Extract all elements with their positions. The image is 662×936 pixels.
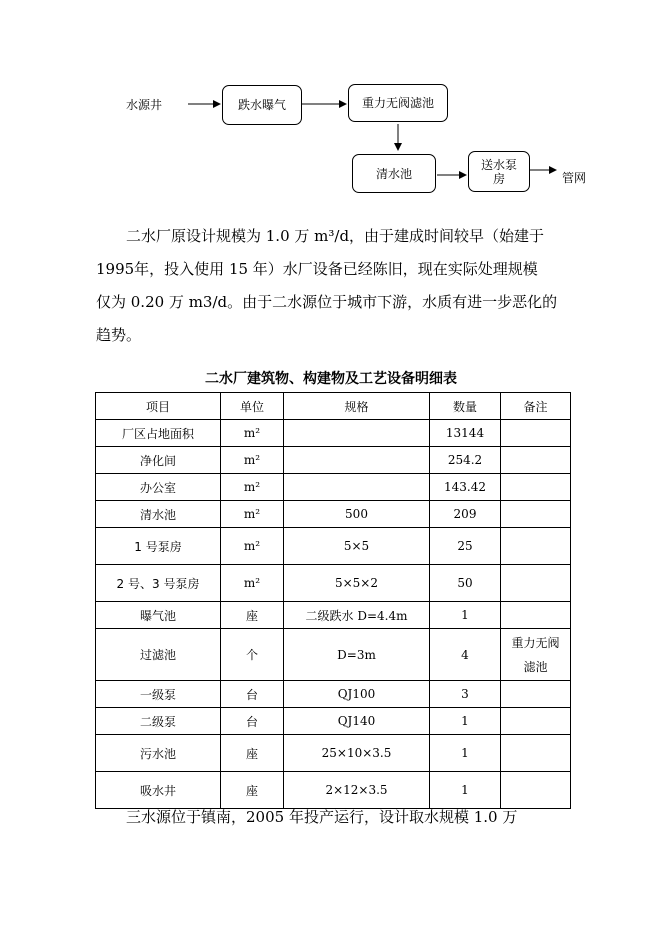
closing-paragraph: 三水源位于镇南，2005 年投产运行，设计取水规模 1.0 万 (126, 808, 518, 826)
cell-item: 吸水井 (96, 772, 221, 809)
cell-item: 清水池 (96, 501, 221, 528)
header-quantity: 数量 (430, 393, 501, 420)
table-header-row (96, 393, 571, 420)
cell-quantity: 143.42 (430, 474, 501, 501)
cell-spec: QJ100 (284, 681, 430, 708)
cell-remark (501, 528, 571, 565)
cell-unit: 座 (221, 772, 284, 809)
cell-unit: m² (221, 528, 284, 565)
cell-spec: 2×12×3.5 (284, 772, 430, 809)
cell-quantity: 25 (430, 528, 501, 565)
cell-unit: 个 (221, 629, 284, 681)
pump-house-box: 送水泵房 (468, 151, 530, 192)
cell-remark: 重力无阀滤池 (501, 629, 571, 681)
cell-spec: 5×5 (284, 528, 430, 565)
table-row (96, 629, 571, 681)
intro-line-3: 仅为 0.20 万 m3/d。由于二水源位于城市下游，水质有进一步恶化的 (96, 293, 558, 311)
cell-item: 2 号、3 号泵房 (96, 565, 221, 602)
gravity-filter-box: 重力无阀滤池 (348, 84, 448, 122)
table-row (96, 528, 571, 565)
cell-quantity: 1 (430, 772, 501, 809)
cell-remark (501, 708, 571, 735)
header-unit: 单位 (221, 393, 284, 420)
cell-remark (501, 474, 571, 501)
equipment-table (95, 392, 571, 809)
cell-quantity: 4 (430, 629, 501, 681)
header-remark: 备注 (501, 393, 571, 420)
table-row (96, 735, 571, 772)
cell-item: 厂区占地面积 (96, 420, 221, 447)
cell-remark (501, 501, 571, 528)
cell-item: 过滤池 (96, 629, 221, 681)
cell-quantity: 1 (430, 708, 501, 735)
cell-remark (501, 735, 571, 772)
table-row (96, 565, 571, 602)
table-row (96, 447, 571, 474)
table-row (96, 681, 571, 708)
cell-unit: m² (221, 474, 284, 501)
intro-line-4: 趋势。 (96, 326, 142, 344)
header-item: 项目 (96, 393, 221, 420)
aeration-box: 跌水曝气 (222, 85, 302, 125)
table-row (96, 602, 571, 629)
clear-water-tank-box: 清水池 (352, 154, 436, 193)
process-flowchart (0, 0, 662, 200)
cell-item: 办公室 (96, 474, 221, 501)
cell-quantity: 1 (430, 735, 501, 772)
table-row (96, 420, 571, 447)
cell-spec (284, 420, 430, 447)
table-row (96, 708, 571, 735)
cell-spec: 5×5×2 (284, 565, 430, 602)
cell-quantity: 254.2 (430, 447, 501, 474)
cell-quantity: 209 (430, 501, 501, 528)
cell-remark (501, 420, 571, 447)
cell-spec: 25×10×3.5 (284, 735, 430, 772)
cell-spec: 二级跌水 D=4.4m (284, 602, 430, 629)
cell-remark (501, 602, 571, 629)
cell-remark (501, 565, 571, 602)
cell-unit: 座 (221, 602, 284, 629)
cell-item: 二级泵 (96, 708, 221, 735)
cell-remark (501, 447, 571, 474)
cell-quantity: 1 (430, 602, 501, 629)
table-row (96, 501, 571, 528)
cell-unit: 座 (221, 735, 284, 772)
table-title: 二水厂建筑物、构建物及工艺设备明细表 (205, 371, 457, 387)
header-spec: 规格 (284, 393, 430, 420)
cell-unit: m² (221, 565, 284, 602)
cell-unit: m² (221, 447, 284, 474)
cell-item: 一级泵 (96, 681, 221, 708)
table-row (96, 474, 571, 501)
intro-line-2: 1995年，投入使用 15 年）水厂设备已经陈旧，现在实际处理规模 (96, 260, 538, 278)
cell-item: 曝气池 (96, 602, 221, 629)
cell-quantity: 3 (430, 681, 501, 708)
cell-quantity: 50 (430, 565, 501, 602)
cell-quantity: 13144 (430, 420, 501, 447)
cell-spec (284, 474, 430, 501)
cell-item: 污水池 (96, 735, 221, 772)
cell-item: 净化间 (96, 447, 221, 474)
cell-remark (501, 681, 571, 708)
cell-spec: D=3m (284, 629, 430, 681)
cell-spec: 500 (284, 501, 430, 528)
cell-unit: m² (221, 420, 284, 447)
cell-item: 1 号泵房 (96, 528, 221, 565)
cell-unit: 台 (221, 681, 284, 708)
intro-paragraph (96, 220, 576, 352)
pipe-network-label: 管网 (562, 171, 587, 185)
cell-spec: QJ140 (284, 708, 430, 735)
cell-unit: m² (221, 501, 284, 528)
cell-spec (284, 447, 430, 474)
cell-unit: 台 (221, 708, 284, 735)
source-well-label: 水源井 (126, 98, 163, 112)
intro-line-1: 二水厂原设计规模为 1.0 万 m³/d，由于建成时间较早（始建于 (126, 227, 545, 245)
